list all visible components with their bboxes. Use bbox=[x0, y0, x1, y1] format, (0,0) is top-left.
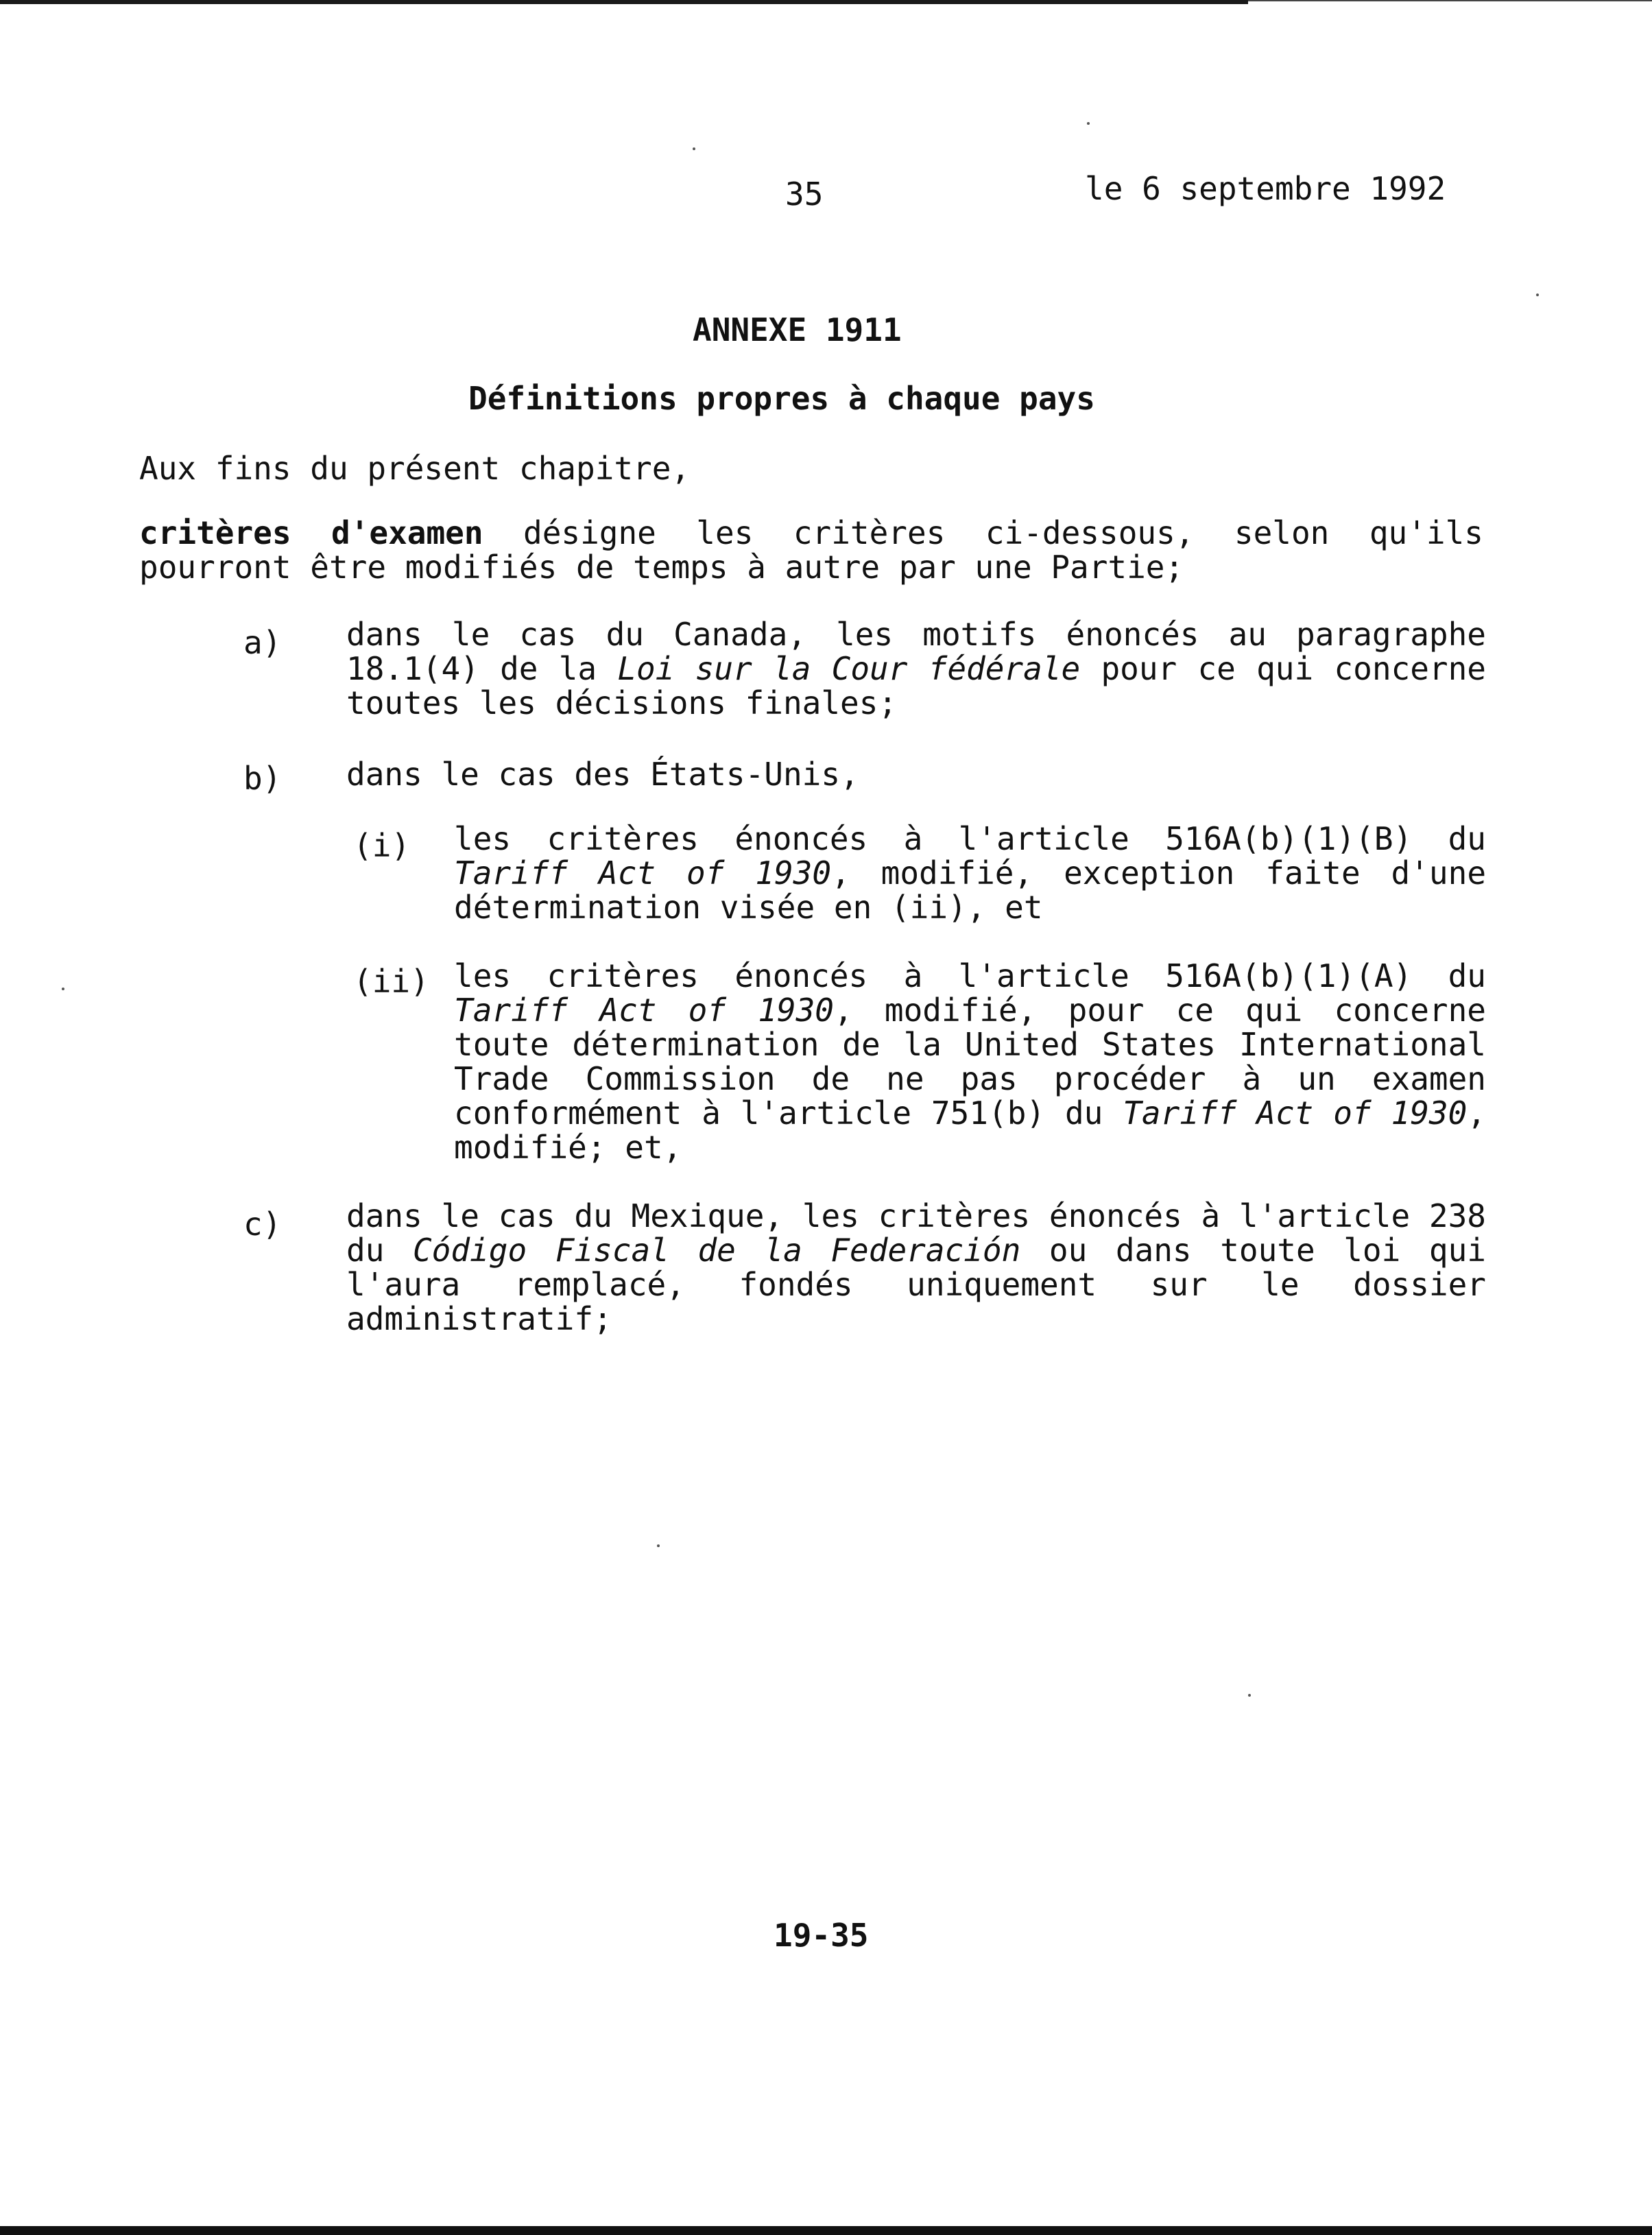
act-title: Tariff Act of 1930 bbox=[454, 854, 832, 892]
code-title: Código Fiscal de la Federación bbox=[412, 1232, 1021, 1269]
item-a-label: a) bbox=[243, 624, 282, 661]
item-b-i-text: les critères énoncés à l'article 516A(b)(1)(B) du Tariff Act of 1930, modifié, exception faite d'une détermination visée en (ii), et bbox=[454, 820, 1487, 926]
act-title: Tariff Act of 1930 bbox=[454, 992, 834, 1029]
item-b-label: b) bbox=[243, 760, 282, 797]
scan-speck bbox=[62, 988, 64, 990]
item-c-label: c) bbox=[243, 1206, 282, 1243]
item-b-ii-label: (ii) bbox=[353, 963, 429, 1000]
scan-edge-top bbox=[0, 0, 1248, 4]
intro-paragraph: Aux fins du présent chapitre, bbox=[139, 450, 691, 487]
item-b-ii-text: les critères énoncés à l'article 516A(b)(1)(A) du Tariff Act of 1930, modifié, pour ce qui concerne toute détermination de la United States International Trade Commission de ne pas procéder à un examen conformément à l'article 751(b) du Tariff Act of 1930, modifié; et, bbox=[454, 957, 1487, 1166]
scan-edge-top-fade bbox=[1248, 0, 1652, 1]
law-title: Loi sur la Cour fédérale bbox=[617, 650, 1081, 687]
scan-speck bbox=[1248, 1694, 1251, 1697]
item-b-i-label: (i) bbox=[353, 827, 411, 864]
scan-speck bbox=[1087, 122, 1090, 125]
item-c-text: dans le cas du Mexique, les critères énoncés à l'article 238 du Código Fiscal de la Federación ou dans toute loi qui l'aura remplacé, fondés uniquement sur le dossier administratif; bbox=[346, 1197, 1486, 1337]
defined-term: critères d'examen bbox=[139, 514, 483, 551]
scan-edge-bottom bbox=[0, 2226, 1652, 2235]
scan-speck bbox=[1536, 294, 1539, 296]
scan-speck bbox=[657, 1544, 660, 1547]
annex-title: ANNEXE 1911 bbox=[693, 311, 902, 348]
document-date: le 6 septembre 1992 bbox=[1085, 170, 1446, 207]
scan-speck bbox=[693, 147, 695, 150]
footer-page-ref: 19-35 bbox=[774, 1917, 869, 1954]
definition-paragraph bbox=[139, 516, 1483, 584]
annex-subtitle: Définitions propres à chaque pays bbox=[468, 380, 1095, 417]
definition-text: désigne les critères ci-dessous, selon qu'ils pourront être modifiés de temps à autre par une Partie; bbox=[139, 514, 1483, 586]
item-b-text: dans le cas des États-Unis, bbox=[346, 756, 859, 793]
item-a-text: dans le cas du Canada, les motifs énoncés au paragraphe 18.1(4) de la Loi sur la Cour fédérale pour ce qui concerne toutes les décisions finales; bbox=[346, 616, 1486, 721]
page-number: 35 bbox=[785, 176, 824, 213]
act-title: Tariff Act of 1930 bbox=[1123, 1095, 1468, 1132]
